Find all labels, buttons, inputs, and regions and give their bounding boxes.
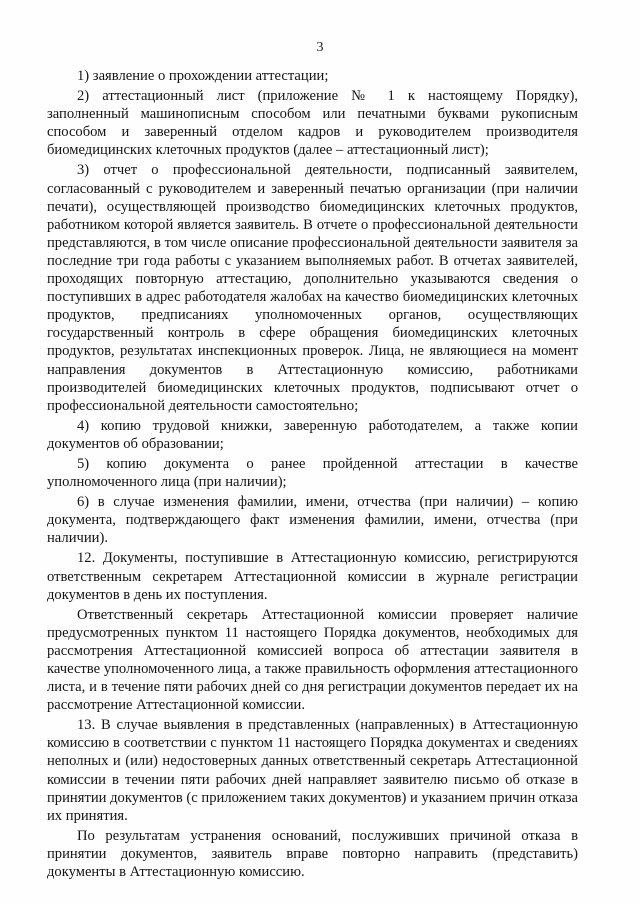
page-number: 3 — [316, 40, 324, 55]
item-application: 1) заявление о прохождении аттестации; — [77, 68, 329, 84]
item-previous-attestation: 5) копию документа о ранее пройденной аттестации в качестве уполномоченного лица (при наличии); — [47, 455, 578, 491]
item-employment-record: 4) копию трудовой книжки, заверенную работодателем, а также копии документов об образовании; — [47, 417, 578, 452]
document-body — [47, 67, 578, 883]
clause-13-resubmission: По результатам устранения оснований, послуживших причиной отказа в принятии документов, заявитель вправе повторно направить (представить) документы в Аттестационную комиссию. — [47, 827, 578, 881]
clause-13-refusal: 13. В случае выявления в представленных (направленных) в Аттестационную комиссию в соответствии с пунктом 11 настоящего Порядка документах и сведениях неполных и (или) недостоверных данных ответственный секретарь Аттестационной комиссии в течении пяти рабочих дней направляет заявителю письмо об отказе в принятии документов (с приложением таких документов) и указанием причин отказа их принятия. — [47, 717, 578, 824]
item-activity-report: 3) отчет о профессиональной деятельности, подписанный заявителем, согласованный с руководителем и заверенный печатью организации (при наличии печати), осуществляющей производство биомедицинских клеточных продуктов, работником которой является заявитель. В отчете о профессиональной деятельности представляются, в том числе описание профессиональной деятельности заявителя за последние три года работы с указанием выполняемых работ. В отчетах заявителей, проходящих повторную аттестацию, дополнительно указываются сведения о поступивших в адрес работодателя жалобах на качество биомедицинских клеточных продуктов, предписаниях уполномоченных органов, осуществляющих государственный контроль в сфере обращения биомедицинских клеточных продуктов, результатах инспекционных проверок. Лица, не являющиеся на момент направления документов в Аттестационную комиссию, работниками производителей биомедицинских клеточных продуктов, подписывают отчет о профессиональной деятельности самостоятельно; — [47, 162, 578, 414]
item-attestation-sheet: 2) аттестационный лист (приложение № 1 к настоящему Порядку), заполненный машинописным способом или печатными буквами рукописным способом и заверенный отделом кадров и руководителем производителя биомедицинских клеточных продуктов (далее – аттестационный лист); — [47, 88, 578, 159]
clause-12-secretary-check: Ответственный секретарь Аттестационной комиссии проверяет наличие предусмотренных пунктом 11 настоящего Порядка документов, необходимых для рассмотрения Аттестационной комиссией вопроса об аттестации заявителя в качестве уполномоченного лица, а также правильность оформления аттестационного листа, и в течение пяти рабочих дней со дня регистрации документов передает их на рассмотрение Аттестационной комиссии. — [47, 606, 578, 714]
item-name-change: 6) в случае изменения фамилии, имени, отчества (при наличии) – копию документа, подтверждающего факт изменения фамилии, имени, отчества (при наличии). — [47, 494, 578, 547]
clause-12-registration: 12. Документы, поступившие в Аттестационную комиссию, регистрируются ответственным секретарем Аттестационной комиссии в журнале регистрации документов в день их поступления. — [47, 550, 578, 603]
